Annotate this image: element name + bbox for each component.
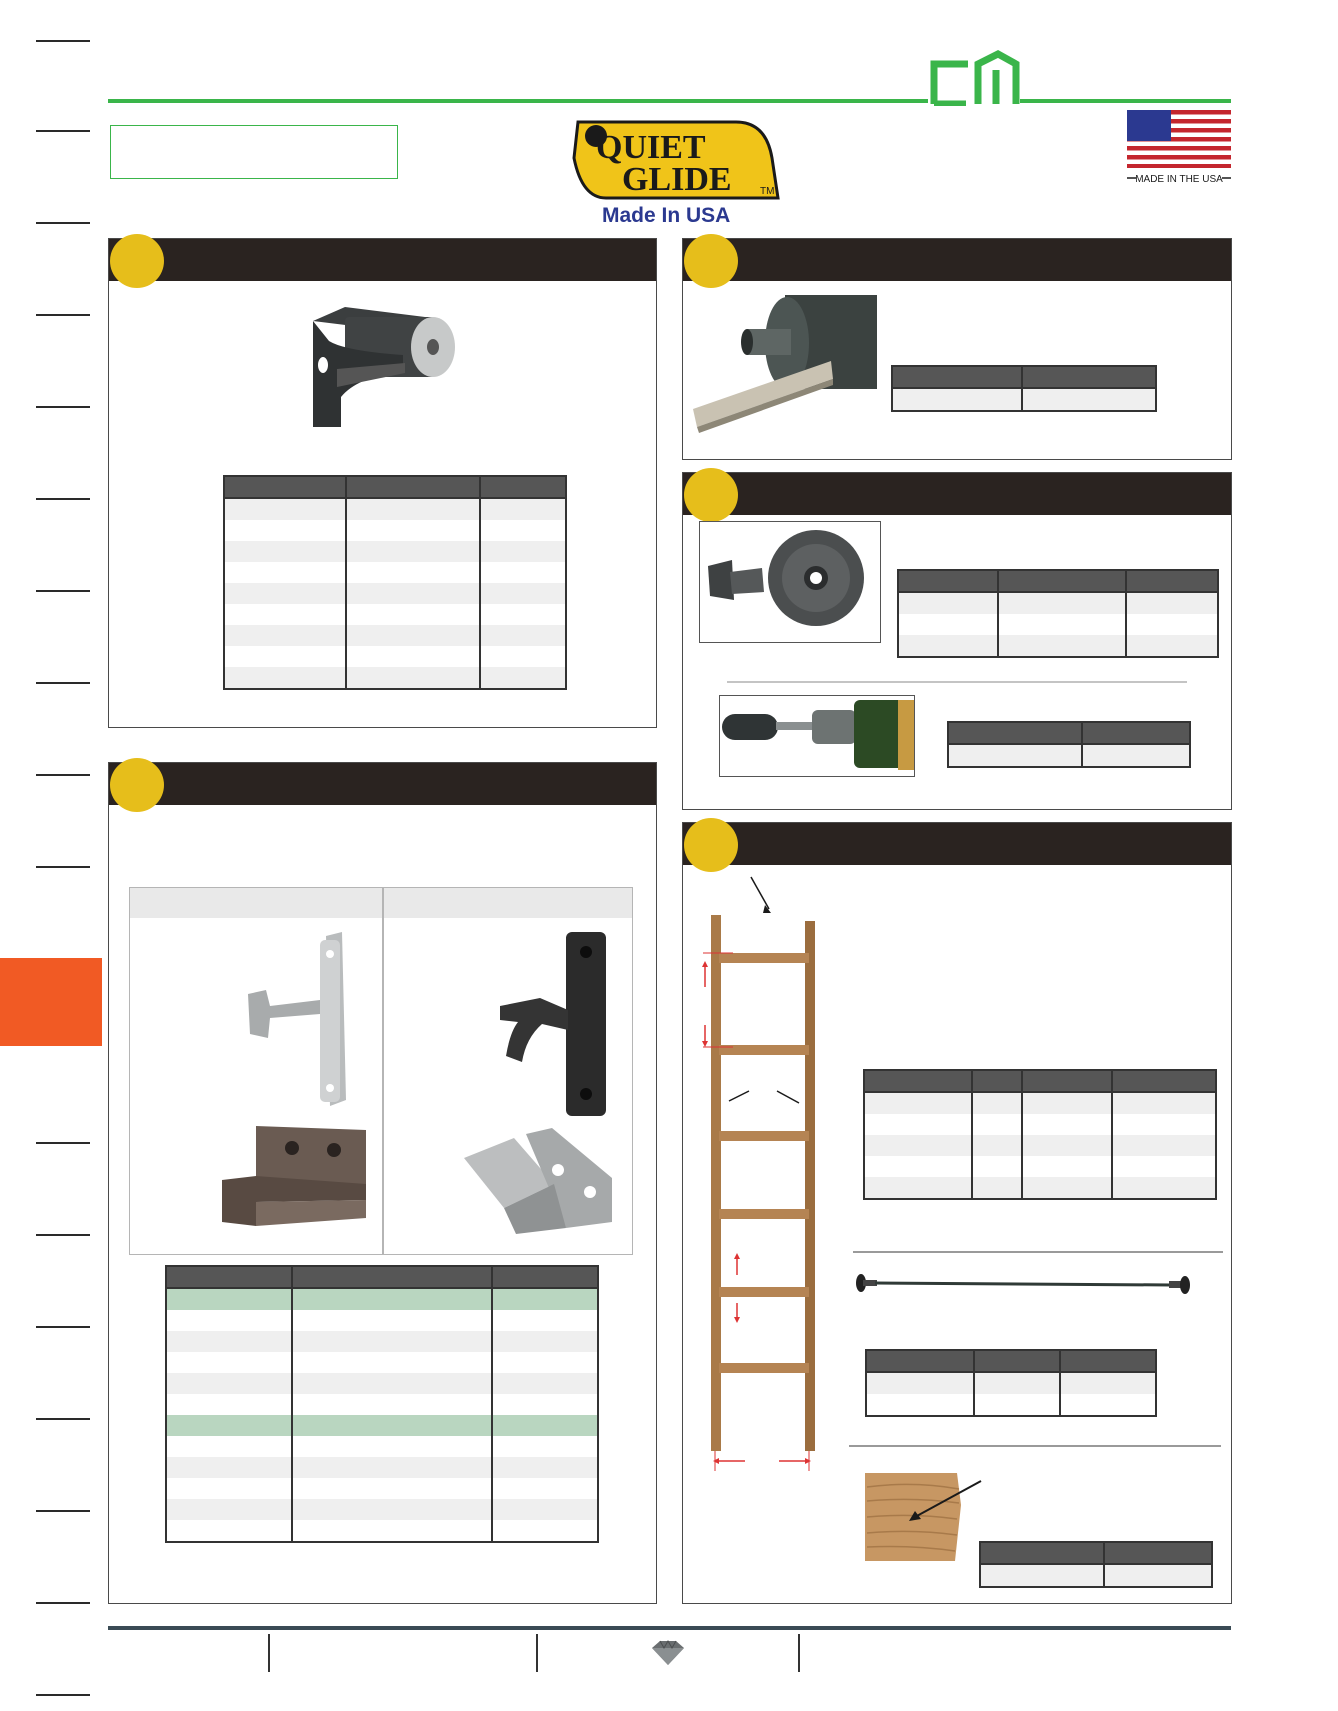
section-badge (110, 758, 164, 812)
margin-tick (36, 1142, 90, 1144)
rod-spec-table (865, 1349, 1157, 1417)
ladder-spec-table (863, 1069, 1217, 1200)
panel-header (683, 473, 1231, 515)
hook-satin-image (456, 1128, 616, 1238)
panel-ladder-hooks (108, 762, 657, 1604)
washer-image-frame (699, 521, 881, 643)
finish-spec-table (979, 1541, 1213, 1588)
margin-tick (36, 1234, 90, 1236)
margin-tick (36, 314, 90, 316)
section-badge (684, 468, 738, 522)
logo-line1: QUIET (596, 129, 706, 166)
hook-bronze-image (216, 1122, 376, 1232)
hooks-spec-table (165, 1265, 599, 1543)
grid-vertical-divider (382, 888, 384, 1254)
arrow-icon (905, 1479, 985, 1525)
margin-tick (36, 498, 90, 500)
title-box (110, 125, 398, 179)
grid-header-left (130, 888, 382, 918)
logo-tm: TM (760, 186, 775, 197)
hardware-spec-table (897, 569, 1219, 658)
margin-tick (36, 130, 90, 132)
roller-spec-table (223, 475, 567, 690)
rail-spec-table (891, 365, 1157, 412)
panel-roller-rail (682, 238, 1232, 460)
diamond-icon (650, 1640, 686, 1666)
drill-image-frame (719, 695, 915, 777)
footer-separator (798, 1634, 800, 1672)
margin-tick (36, 682, 90, 684)
footer-rule (108, 1626, 1231, 1630)
section-badge (684, 818, 738, 872)
washer-screw-image (700, 522, 880, 642)
cm-logo (930, 50, 1022, 106)
panel-hardware (682, 472, 1232, 810)
grid-header-right (383, 888, 632, 918)
drill-spec-table (947, 721, 1191, 768)
panel-header (109, 763, 656, 805)
ladder-image (693, 875, 833, 1475)
panel-roller-bracket (108, 238, 657, 728)
header-rule-left (108, 99, 928, 103)
panel-header (683, 239, 1231, 281)
panel-header (683, 823, 1231, 865)
margin-tick (36, 1510, 90, 1512)
margin-tick (36, 590, 90, 592)
margin-tick (36, 1418, 90, 1420)
panel-ladder (682, 822, 1232, 1604)
roller-rail-image (691, 295, 877, 433)
margin-tick (36, 866, 90, 868)
hook-silver-image (234, 930, 374, 1110)
logo-line2: GLIDE (622, 161, 732, 198)
quiet-glide-logo (566, 118, 788, 228)
section-badge (110, 234, 164, 288)
drill-image (720, 696, 914, 776)
footer-separator (536, 1634, 538, 1672)
section-tab[interactable] (0, 958, 102, 1046)
section-badge (684, 234, 738, 288)
margin-tick (36, 1326, 90, 1328)
margin-tick (36, 1602, 90, 1604)
flag-caption: MADE IN THE USA (1135, 174, 1223, 185)
footer-separator (268, 1634, 270, 1672)
hooks-image-grid (129, 887, 633, 1255)
section-divider (727, 681, 1187, 683)
margin-tick (36, 1694, 90, 1696)
section-divider (853, 1251, 1223, 1253)
panel-header (109, 239, 656, 281)
usa-flag-icon (1126, 110, 1232, 188)
margin-tick (36, 406, 90, 408)
margin-tick (36, 774, 90, 776)
made-in-usa: Made In USA (602, 204, 731, 227)
roller-bracket-image (285, 291, 485, 431)
tension-rod-image (853, 1271, 1193, 1299)
header-rule-right (1020, 99, 1231, 103)
margin-tick (36, 40, 90, 42)
section-divider (849, 1445, 1221, 1447)
margin-tick (36, 222, 90, 224)
hook-black-image (496, 930, 626, 1120)
